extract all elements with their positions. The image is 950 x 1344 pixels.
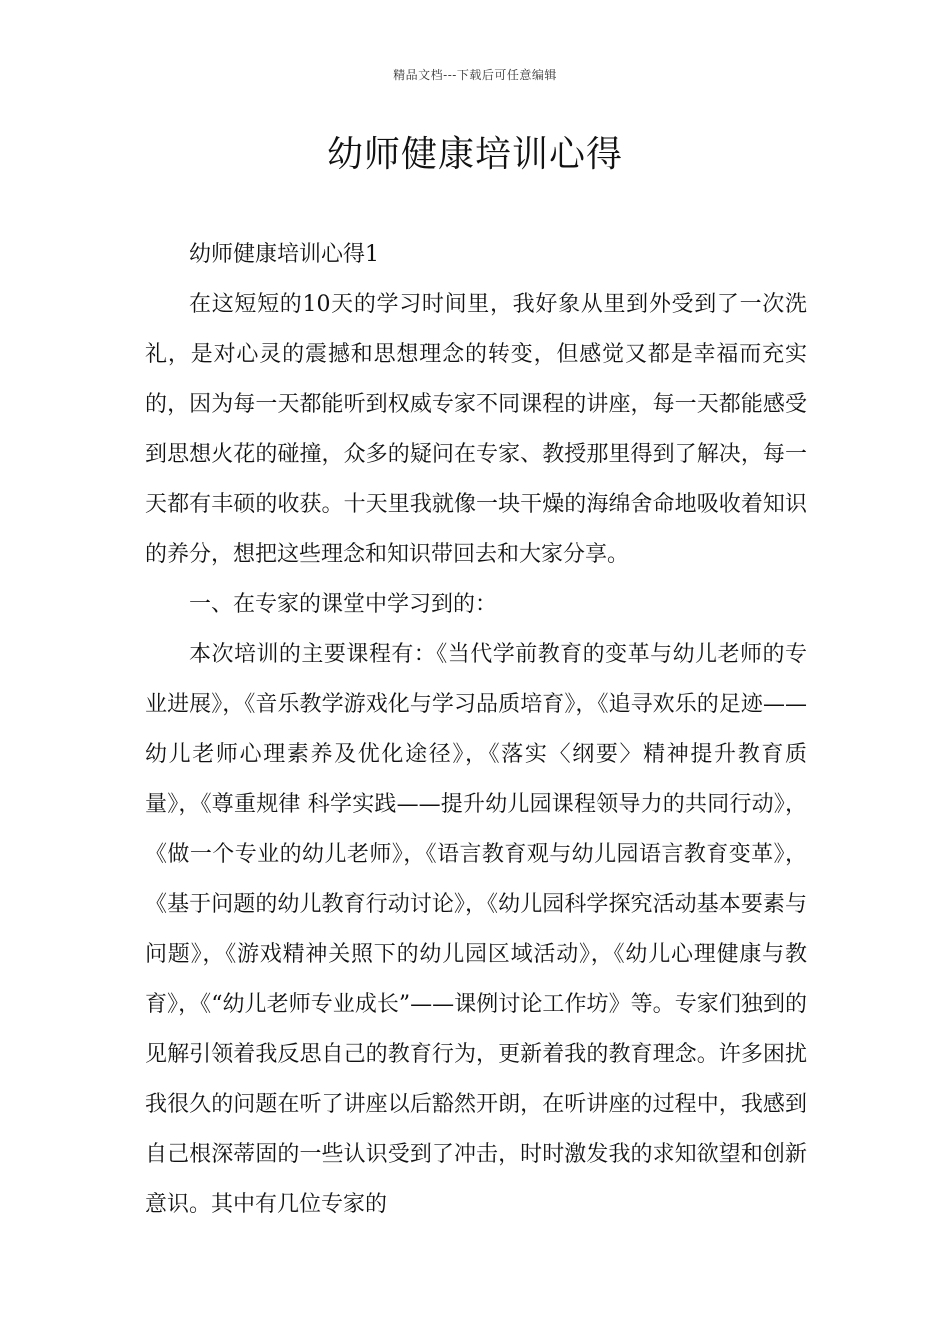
section-heading: 幼师健康培训心得1 xyxy=(189,242,379,267)
paragraph-courses: 本次培训的主要课程有：《当代学前教育的变革与幼儿老师的专业进展》，《音乐教学游戏化与学习品质培育》，《追寻欢乐的足迹——幼儿老师心理素养及优化途径》，《落实〈纲要〉精神提升教育质量》，《尊重规律 科学实践——提升幼儿园课程领导力的共同行动》，《做一个专业的幼儿老师》，《语言教育观与幼儿园语言教育变革》，《基于问题的幼儿教育行动讨论》，《幼儿园科学探究活动基本要素与问题》，《游戏精神关照下的幼儿园区域活动》，《幼儿心理健康与教育》，《“幼儿老师专业成长”——课例讨论工作坊》等。专家们独到的见解引领着我反思自己的教育行为，更新着我的教育理念。许多困扰我很久的问题在听了讲座以后豁然开朗，在听讲座的过程中，我感到自己根深蒂固的一些认识受到了冲击，时时激发我的求知欲望和创新意识。其中有几位专家的 xyxy=(145,642,807,1217)
header-note: 精品文档---下载后可任意编辑 xyxy=(393,68,557,82)
paragraph-intro: 在这短短的10天的学习时间里，我好象从里到外受到了一次洗礼，是对心灵的震撼和思想理念的转变，但感觉又都是幸福而充实的，因为每一天都能听到权威专家不同课程的讲座，每一天都能感受到思想火花的碰撞，众多的疑问在专家、教授那里得到了解决，每一天都有丰硕的收获。十天里我就像一块干燥的海绵舍命地吸收着知识的养分，想把这些理念和知识带回去和大家分享。 xyxy=(145,292,807,567)
subsection-heading: 一、在专家的课堂中学习到的： xyxy=(189,592,498,617)
document-body xyxy=(145,230,807,1230)
document-title: 幼师健康培训心得 xyxy=(326,134,623,175)
